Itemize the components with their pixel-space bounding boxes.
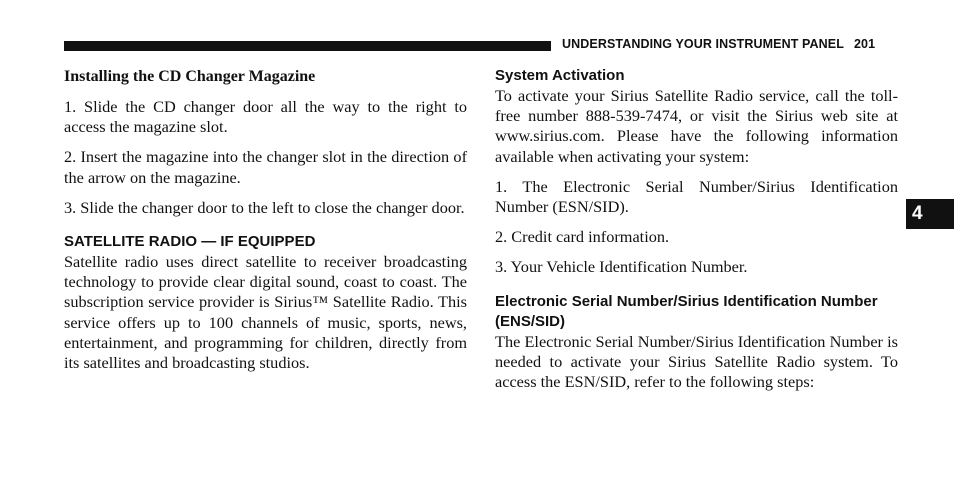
cd-step-1: 1. Slide the CD changer door all the way to the right to access the magazine slot. xyxy=(64,97,467,137)
system-activation-body: To activate your Sirius Satellite Radio service, call the toll-free number 888-539-7474, or visit the Sirius web site at www.sirius.com. Please have the following information available when activating your system: xyxy=(495,86,898,166)
satellite-radio-heading: SATELLITE RADIO — IF EQUIPPED xyxy=(64,233,316,251)
cd-step-2: 2. Insert the magazine into the changer slot in the direction of the arrow on the magazine. xyxy=(64,147,467,187)
left-column xyxy=(64,66,467,373)
activation-item-1: 1. The Electronic Serial Number/Sirius Identification Number (ESN/SID). xyxy=(495,176,898,217)
page-number: 201 xyxy=(853,37,876,51)
cd-changer-heading: Installing the CD Changer Magazine xyxy=(64,68,316,85)
esn-body: The Electronic Serial Number/Sirius Identification Number is needed to activate your Sirius Satellite Radio system. To access the ESN/SID, refer to the following steps: xyxy=(495,331,898,392)
system-activation-heading: System Activation xyxy=(495,67,625,84)
right-column xyxy=(495,66,898,392)
running-header xyxy=(562,37,875,51)
header-rule xyxy=(64,41,551,51)
cd-step-3: 3. Slide the changer door to the left to close the changer door. xyxy=(64,197,465,217)
esn-heading: Electronic Serial Number/Sirius Identification Number (ENS/SID) xyxy=(495,292,878,330)
running-title: UNDERSTANDING YOUR INSTRUMENT PANEL xyxy=(562,37,844,51)
section-tab: 4 xyxy=(906,199,954,229)
activation-item-2: 2. Credit card information. xyxy=(495,227,670,247)
satellite-radio-body: Satellite radio uses direct satellite to receiver broadcasting technology to provide clear digital sound, coast to coast. The subscription service provider is Sirius™ Satellite Radio. This service offers up to 100 channels of music, sports, news, entertainment, and programming for children, directly from its satellites and broadcasting studios. xyxy=(64,252,467,373)
activation-item-3: 3. Your Vehicle Identification Number. xyxy=(495,257,748,277)
